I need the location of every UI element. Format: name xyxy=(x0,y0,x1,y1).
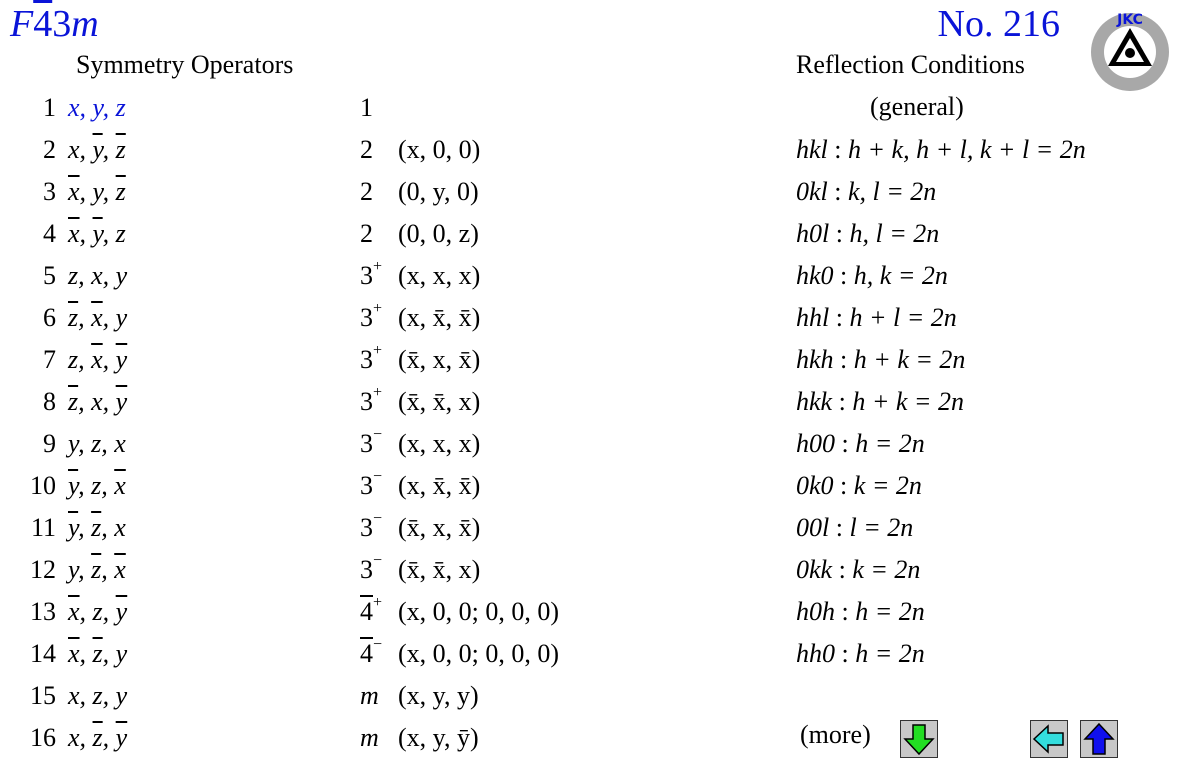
operation-location: (x, 0, 0) xyxy=(398,135,481,164)
jkc-logo[interactable] xyxy=(1090,12,1170,92)
operation-symbol xyxy=(360,552,480,588)
coordinate-2: $\overline{x}$ xyxy=(91,303,103,332)
operation-location: (x, 0, 0; 0, 0, 0) xyxy=(398,597,560,626)
operation-type: 3 xyxy=(360,555,373,584)
coordinate-3: $\overline{y}$ xyxy=(115,387,128,416)
coordinate-2: x xyxy=(91,387,103,416)
operator-coordinates: x, $\overline{y}$, $\overline{z}$ xyxy=(68,135,126,164)
operation-location: (x, x̄, x̄) xyxy=(398,471,481,500)
condition-reflection: h0h xyxy=(796,597,835,626)
operation-location: (x̄, x, x̄) xyxy=(398,345,481,374)
reflection-condition: h0l : h, l = 2n xyxy=(796,219,940,248)
operator-coordinates: $\overline{x}$, $\overline{z}$, y xyxy=(68,639,128,668)
condition-rule: h + k, h + l, k + l = 2n xyxy=(848,135,1086,164)
operation-symbol xyxy=(360,258,480,294)
operation-location: (x, y, y) xyxy=(398,681,479,710)
coordinate-2: $\overline{z}$ xyxy=(91,555,102,584)
space-group-number: No. 216 xyxy=(937,3,1060,45)
operator-coordinates[interactable]: x, y, z xyxy=(68,93,126,122)
operation-location: (x, y, ȳ) xyxy=(398,723,479,752)
operation-symbol xyxy=(360,510,480,546)
operator-index: 10 xyxy=(30,471,56,500)
reflection-condition: h00 : h = 2n xyxy=(796,429,925,458)
operation-symbol xyxy=(360,174,479,210)
operator-index: 11 xyxy=(30,513,56,542)
coordinate-1: $\overline{z}$ xyxy=(68,303,79,332)
condition-reflection: hkl xyxy=(796,135,828,164)
condition-reflection: h00 xyxy=(796,429,835,458)
condition-reflection: 0kk xyxy=(796,555,833,584)
reflection-condition: 0kk : k = 2n xyxy=(796,555,921,584)
condition-rule: k = 2n xyxy=(852,555,921,584)
coordinate-1: y xyxy=(68,429,79,458)
logo-text: JKC xyxy=(1117,12,1143,28)
operation-type: 3 xyxy=(360,429,373,458)
operator-index: 14 xyxy=(30,639,56,668)
operation-type: 3 xyxy=(360,513,373,542)
operator-coordinates: $\overline{y}$, z, $\overline{x}$ xyxy=(68,471,126,500)
down-arrow-icon xyxy=(901,721,937,757)
coordinate-1: $\overline{z}$ xyxy=(68,387,79,416)
coordinate-3: x xyxy=(114,429,126,458)
space-group-symbol: F43m xyxy=(10,3,99,45)
operator-index: 3 xyxy=(43,177,56,206)
operation-symbol xyxy=(360,90,398,126)
more-down-button[interactable] xyxy=(900,720,938,758)
reflection-condition: h0h : h = 2n xyxy=(796,597,925,626)
condition-rule: h + k = 2n xyxy=(852,387,964,416)
coordinate-2: $\overline{z}$ xyxy=(92,639,103,668)
operation-symbol xyxy=(360,636,559,672)
condition-rule: h, l = 2n xyxy=(849,219,940,248)
coordinate-1: y xyxy=(68,555,79,584)
coordinate-3: y xyxy=(115,639,128,668)
operator-index: 6 xyxy=(43,303,56,332)
reflection-condition: hk0 : h, k = 2n xyxy=(796,261,948,290)
operation-location: (x, 0, 0; 0, 0, 0) xyxy=(398,639,560,668)
operator-index: 15 xyxy=(30,681,56,710)
operation-location: (x, x̄, x̄) xyxy=(398,303,481,332)
reflection-conditions-heading: Reflection Conditions xyxy=(796,50,1025,79)
operation-symbol xyxy=(360,300,480,336)
reflection-condition: 0kl : k, l = 2n xyxy=(796,177,937,206)
operator-index: 12 xyxy=(30,555,56,584)
condition-rule: h + l = 2n xyxy=(849,303,957,332)
operator-coordinates: z, x, y xyxy=(68,261,128,290)
operator-index: 13 xyxy=(30,597,56,626)
coordinate-3: $\overline{x}$ xyxy=(114,471,126,500)
up-button[interactable] xyxy=(1080,720,1118,758)
coordinate-2: $\overline{y}$ xyxy=(92,135,103,164)
condition-reflection: hkh xyxy=(796,345,834,374)
reflection-condition: 0k0 : k = 2n xyxy=(796,471,922,500)
condition-reflection: 0kl xyxy=(796,177,828,206)
operator-coordinates: $\overline{z}$, $\overline{x}$, y xyxy=(68,303,128,332)
coordinate-1: $\overline{y}$ xyxy=(68,513,79,542)
coordinate-1: z xyxy=(68,261,79,290)
reflection-condition: hkl : h + k, h + l, k + l = 2n xyxy=(796,135,1086,164)
operation-type: m xyxy=(360,681,379,710)
coordinate-2: $\overline{z}$ xyxy=(92,723,103,752)
reflection-condition: hh0 : h = 2n xyxy=(796,639,925,668)
up-arrow-icon xyxy=(1081,721,1117,757)
operation-sense: + xyxy=(373,300,383,317)
operation-symbol xyxy=(360,216,479,252)
operation-location: (x, x, x) xyxy=(398,261,481,290)
condition-reflection: hkk xyxy=(796,387,833,416)
condition-rule: l = 2n xyxy=(849,513,914,542)
operator-index: 2 xyxy=(43,135,56,164)
operator-coordinates: y, z, x xyxy=(68,429,126,458)
condition-rule: h + k = 2n xyxy=(853,345,966,374)
operator-coordinates: $\overline{y}$, $\overline{z}$, x xyxy=(68,513,126,542)
operation-type: m xyxy=(360,723,379,752)
operator-index: 5 xyxy=(43,261,56,290)
coordinate-1: x xyxy=(68,135,80,164)
operation-symbol xyxy=(360,678,479,714)
coordinate-1: x xyxy=(68,681,80,710)
operation-symbol xyxy=(360,132,480,168)
general-label: (general) xyxy=(870,92,964,121)
operation-sense: + xyxy=(373,384,383,401)
coordinate-1: $\overline{x}$ xyxy=(68,177,80,206)
coordinate-3: y xyxy=(115,261,128,290)
operator-coordinates: $\overline{z}$, x, $\overline{y}$ xyxy=(68,387,128,416)
coordinate-3: $\overline{z}$ xyxy=(115,177,126,206)
coordinate-3: $\overline{z}$ xyxy=(115,135,126,164)
coordinate-2: x xyxy=(91,261,103,290)
coordinate-2: $\overline{y}$ xyxy=(92,219,103,248)
operation-sense: + xyxy=(373,258,383,275)
previous-button[interactable] xyxy=(1030,720,1068,758)
coordinate-3: x xyxy=(114,513,126,542)
operator-coordinates: z, $\overline{x}$, $\overline{y}$ xyxy=(68,345,128,374)
left-arrow-icon xyxy=(1031,721,1067,757)
coordinate-1: z xyxy=(68,345,79,374)
coordinate-2: y xyxy=(92,177,103,206)
operation-type: 4 xyxy=(360,639,373,668)
coordinate-1: x xyxy=(68,93,80,122)
coordinate-3: $\overline{y}$ xyxy=(115,597,128,626)
operator-coordinates: $\overline{x}$, $\overline{y}$, z xyxy=(68,219,126,248)
operation-type: 1 xyxy=(360,93,373,122)
operator-index: 9 xyxy=(43,429,56,458)
more-label[interactable]: (more) xyxy=(800,720,871,749)
operation-type: 4 xyxy=(360,597,373,626)
operator-index: 7 xyxy=(43,345,56,374)
operator-index: 1 xyxy=(43,93,56,122)
operation-symbol xyxy=(360,468,480,504)
coordinate-2: y xyxy=(92,93,103,122)
operation-symbol xyxy=(360,426,480,462)
operation-sense: − xyxy=(373,468,383,485)
condition-rule: h = 2n xyxy=(855,639,925,668)
operator-coordinates: x, z, y xyxy=(68,681,128,710)
operation-location: (0, 0, z) xyxy=(398,219,479,248)
coordinate-2: $\overline{x}$ xyxy=(91,345,103,374)
reflection-condition: hkk : h + k = 2n xyxy=(796,387,964,416)
operation-location: (x̄, x̄, x) xyxy=(398,387,481,416)
operator-coordinates: $\overline{x}$, z, $\overline{y}$ xyxy=(68,597,128,626)
coordinate-1: $\overline{x}$ xyxy=(68,219,80,248)
operation-location: (0, y, 0) xyxy=(398,177,479,206)
operation-type: 2 xyxy=(360,219,373,248)
operation-sense: − xyxy=(373,552,383,569)
coordinate-1: $\overline{y}$ xyxy=(68,471,79,500)
condition-rule: h = 2n xyxy=(855,597,925,626)
operator-coordinates: x, $\overline{z}$, $\overline{y}$ xyxy=(68,723,128,752)
coordinate-2: z xyxy=(92,681,103,710)
condition-rule: k = 2n xyxy=(853,471,922,500)
operation-symbol xyxy=(360,594,559,630)
operation-symbol xyxy=(360,342,480,378)
condition-rule: k, l = 2n xyxy=(848,177,937,206)
operator-index: 4 xyxy=(43,219,56,248)
operator-coordinates: $\overline{x}$, y, $\overline{z}$ xyxy=(68,177,126,206)
operation-symbol xyxy=(360,384,480,420)
operation-sense: + xyxy=(373,594,383,611)
reflection-condition: 00l : l = 2n xyxy=(796,513,914,542)
operator-coordinates: y, $\overline{z}$, $\overline{x}$ xyxy=(68,555,126,584)
condition-reflection: h0l xyxy=(796,219,830,248)
condition-rule: h, k = 2n xyxy=(853,261,948,290)
reflection-condition: hkh : h + k = 2n xyxy=(796,345,966,374)
condition-reflection: hhl xyxy=(796,303,830,332)
operator-index: 8 xyxy=(43,387,56,416)
operation-sense: − xyxy=(373,426,383,443)
operation-type: 2 xyxy=(360,135,373,164)
condition-reflection: hh0 xyxy=(796,639,835,668)
operation-location: (x̄, x̄, x) xyxy=(398,555,481,584)
coordinate-2: z xyxy=(91,471,102,500)
coordinate-3: y xyxy=(115,681,128,710)
operation-type: 3 xyxy=(360,303,373,332)
operation-sense: − xyxy=(373,636,383,653)
coordinate-3: y xyxy=(115,303,128,332)
operation-type: 3 xyxy=(360,387,373,416)
symmetry-operators-heading: Symmetry Operators xyxy=(76,50,294,79)
coordinate-3: $\overline{x}$ xyxy=(114,555,126,584)
operation-location: (x̄, x, x̄) xyxy=(398,513,481,542)
operator-index: 16 xyxy=(30,723,56,752)
reflection-condition: hhl : h + l = 2n xyxy=(796,303,957,332)
coordinate-3: $\overline{y}$ xyxy=(115,345,128,374)
coordinate-1: $\overline{x}$ xyxy=(68,597,80,626)
condition-reflection: hk0 xyxy=(796,261,834,290)
operation-sense: − xyxy=(373,510,383,527)
coordinate-3: z xyxy=(115,93,126,122)
condition-reflection: 0k0 xyxy=(796,471,834,500)
operation-location: (x, x, x) xyxy=(398,429,481,458)
coordinate-1: $\overline{x}$ xyxy=(68,639,80,668)
operation-type: 2 xyxy=(360,177,373,206)
condition-reflection: 00l xyxy=(796,513,830,542)
operation-sense: + xyxy=(373,342,383,359)
operation-type: 3 xyxy=(360,471,373,500)
coordinate-1: x xyxy=(68,723,80,752)
operation-type: 3 xyxy=(360,261,373,290)
coordinate-2: $\overline{z}$ xyxy=(91,513,102,542)
condition-rule: h = 2n xyxy=(855,429,925,458)
operation-type: 3 xyxy=(360,345,373,374)
coordinate-3: $\overline{y}$ xyxy=(115,723,128,752)
coordinate-3: z xyxy=(115,219,126,248)
coordinate-2: z xyxy=(92,597,103,626)
operation-symbol xyxy=(360,720,479,756)
coordinate-2: z xyxy=(91,429,102,458)
